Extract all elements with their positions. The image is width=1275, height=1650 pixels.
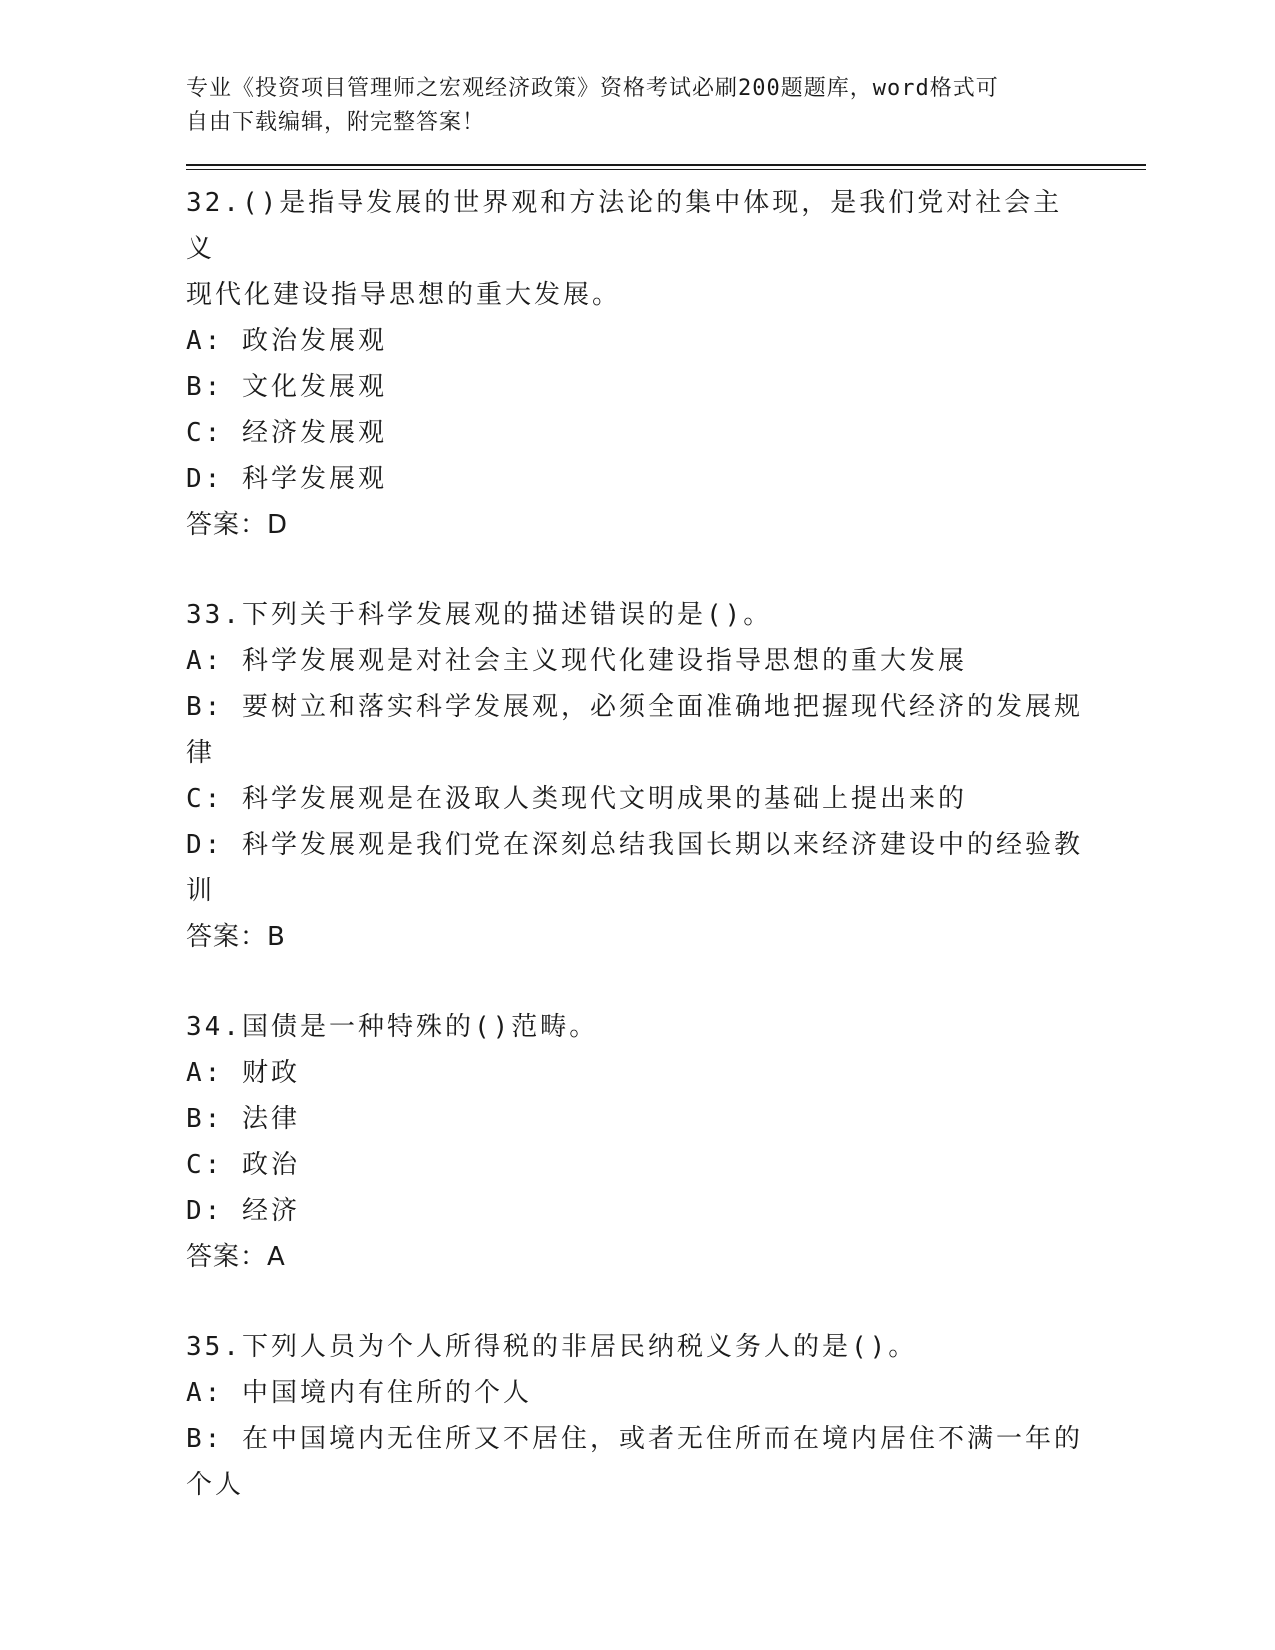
option-a: A: 政治发展观 — [186, 326, 387, 356]
question-33 — [186, 592, 1146, 960]
option-c: C: 政治 — [186, 1150, 300, 1180]
option-d-continued: 训 — [186, 876, 216, 906]
answer-label: 答案：A — [186, 1242, 286, 1272]
option-d: D: 科学发展观 — [186, 464, 387, 494]
question-stem-continued: 现代化建设指导思想的重大发展。 — [186, 280, 622, 310]
option-d: D: 经济 — [186, 1196, 300, 1226]
option-a: A: 财政 — [186, 1058, 300, 1088]
document-header — [186, 72, 1066, 140]
document-page — [186, 72, 1146, 1508]
question-stem: 35.下列人员为个人所得税的非居民纳税义务人的是()。 — [186, 1332, 918, 1362]
answer-label: 答案：B — [186, 922, 286, 952]
question-35 — [186, 1324, 1146, 1508]
question-stem: 33.下列关于科学发展观的描述错误的是()。 — [186, 600, 773, 630]
option-b: B: 在中国境内无住所又不居住，或者无住所而在境内居住不满一年的 — [186, 1424, 1083, 1454]
header-title-line-1: 专业《投资项目管理师之宏观经济政策》资格考试必刷200题题库，word格式可 — [186, 76, 999, 101]
question-32 — [186, 180, 1146, 548]
option-c: C: 科学发展观是在汲取人类现代文明成果的基础上提出来的 — [186, 784, 967, 814]
option-b: B: 法律 — [186, 1104, 300, 1134]
option-a: A: 中国境内有住所的个人 — [186, 1378, 532, 1408]
question-34 — [186, 1004, 1146, 1280]
option-b-continued: 个人 — [186, 1470, 245, 1500]
option-b: B: 文化发展观 — [186, 372, 387, 402]
answer-label: 答案：D — [186, 510, 289, 540]
option-b: B: 要树立和落实科学发展观，必须全面准确地把握现代经济的发展规 — [186, 692, 1083, 722]
option-a: A: 科学发展观是对社会主义现代化建设指导思想的重大发展 — [186, 646, 967, 676]
header-title-line-2: 自由下载编辑，附完整答案！ — [186, 110, 486, 135]
option-d: D: 科学发展观是我们党在深刻总结我国长期以来经济建设中的经验教 — [186, 830, 1083, 860]
header-divider — [186, 164, 1146, 170]
option-b-continued: 律 — [186, 738, 216, 768]
question-stem: 34.国债是一种特殊的()范畴。 — [186, 1012, 599, 1042]
question-stem: 32.()是指导发展的世界观和方法论的集中体现，是我们党对社会主义 — [186, 188, 1063, 264]
option-c: C: 经济发展观 — [186, 418, 387, 448]
